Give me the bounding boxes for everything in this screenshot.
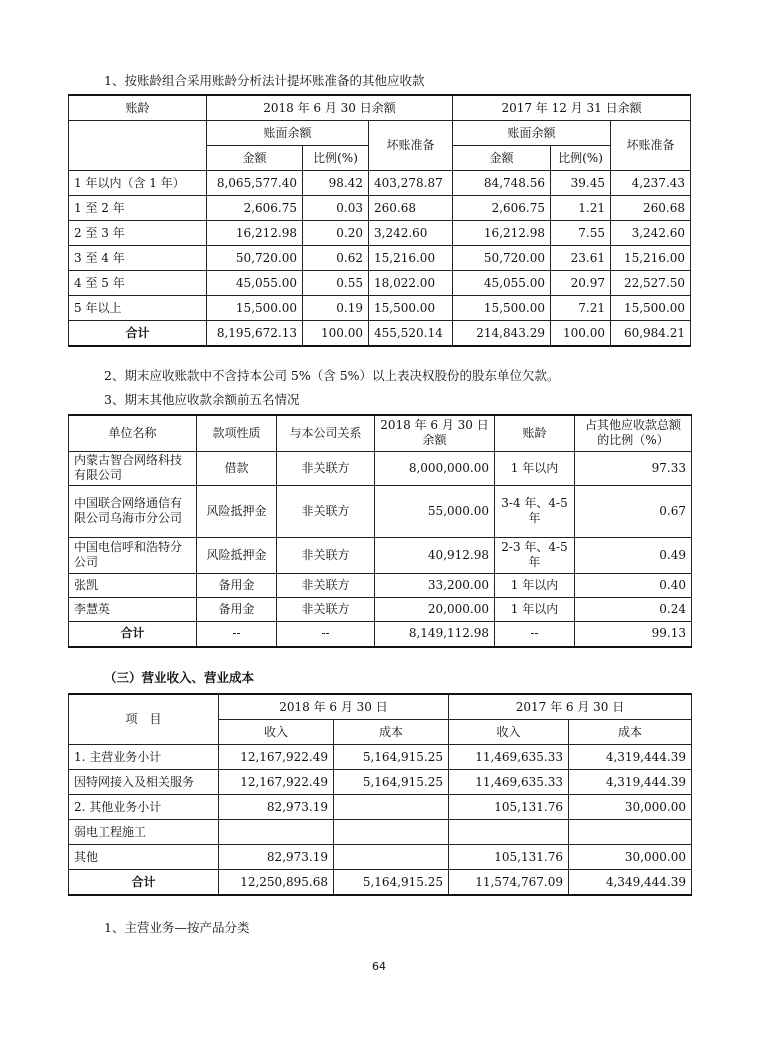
cell-ratio: 0.55 — [303, 271, 369, 296]
header-amount: 金额 — [207, 146, 303, 171]
table-row — [69, 597, 692, 621]
cell-income — [449, 820, 569, 845]
row-label: 1 年以内（含 1 年） — [69, 171, 207, 196]
cell-ratio: 100.00 — [551, 321, 611, 347]
cell-bad-debt: 4,237.43 — [611, 171, 691, 196]
cell-balance: 20,000.00 — [375, 597, 495, 621]
cell-bad-debt: 15,500.00 — [611, 296, 691, 321]
table-row — [69, 196, 691, 221]
section-title-revenue: （三）营业收入、营业成本 — [104, 670, 255, 685]
cell-ratio: 0.49 — [575, 537, 692, 573]
cell-ratio: 23.61 — [551, 246, 611, 271]
cell-cost: 5,164,915.25 — [334, 770, 449, 795]
cell-bad-debt: 260.68 — [369, 196, 453, 221]
cell-balance: 33,200.00 — [375, 573, 495, 597]
cell-ratio: 0.62 — [303, 246, 369, 271]
cell-cost: 5,164,915.25 — [334, 745, 449, 770]
header-book-balance: 账面余额 — [207, 121, 369, 146]
cell-ratio: 99.13 — [575, 621, 692, 647]
header-period-2018: 2018 年 6 月 30 日 — [219, 694, 449, 720]
cell-ratio: 100.00 — [303, 321, 369, 347]
header-bad-debt: 坏账准备 — [369, 121, 453, 171]
cell-amount: 45,055.00 — [453, 271, 551, 296]
table-row — [69, 221, 691, 246]
cell-income: 105,131.76 — [449, 845, 569, 870]
cell-amount: 2,606.75 — [453, 196, 551, 221]
table-row — [69, 745, 692, 770]
cell-relation: 非关联方 — [277, 485, 375, 537]
cell-income: 105,131.76 — [449, 795, 569, 820]
revenue-cost-table — [68, 693, 692, 896]
cell-income — [219, 820, 334, 845]
header-aging: 账龄 — [495, 415, 575, 451]
page-number: 64 — [372, 960, 386, 973]
cell-cost: 30,000.00 — [569, 795, 692, 820]
header-nature: 款项性质 — [197, 415, 277, 451]
cell-bad-debt: 15,500.00 — [369, 296, 453, 321]
total-label: 合计 — [69, 621, 197, 647]
cell-bad-debt: 18,022.00 — [369, 271, 453, 296]
header-income: 收入 — [449, 720, 569, 745]
cell-relation: 非关联方 — [277, 451, 375, 485]
table-row — [69, 271, 691, 296]
table-row — [69, 296, 691, 321]
cell-relation: -- — [277, 621, 375, 647]
row-label: 5 年以上 — [69, 296, 207, 321]
cell-unit-name: 内蒙古智合网络科技有限公司 — [69, 451, 197, 485]
cell-cost — [334, 795, 449, 820]
row-label: 因特网接入及相关服务 — [69, 770, 219, 795]
header-unit-name: 单位名称 — [69, 415, 197, 451]
header-book-balance: 账面余额 — [453, 121, 611, 146]
cell-ratio: 0.20 — [303, 221, 369, 246]
cell-ratio: 0.19 — [303, 296, 369, 321]
cell-bad-debt: 260.68 — [611, 196, 691, 221]
cell-relation: 非关联方 — [277, 537, 375, 573]
cell-nature: 借款 — [197, 451, 277, 485]
header-ratio: 比例(%) — [551, 146, 611, 171]
cell-nature: 风险抵押金 — [197, 485, 277, 537]
cell-income: 12,250,895.68 — [219, 870, 334, 896]
cell-income: 12,167,922.49 — [219, 770, 334, 795]
header-item: 项 目 — [69, 694, 219, 745]
table-row — [69, 485, 692, 537]
row-label: 2. 其他业务小计 — [69, 795, 219, 820]
total-row — [69, 321, 691, 347]
cell-cost — [569, 820, 692, 845]
cell-amount: 15,500.00 — [207, 296, 303, 321]
cell-aging: -- — [495, 621, 575, 647]
header-aging: 账龄 — [69, 95, 207, 121]
table-row — [69, 246, 691, 271]
table-row — [69, 537, 692, 573]
row-label: 3 至 4 年 — [69, 246, 207, 271]
cell-cost: 5,164,915.25 — [334, 870, 449, 896]
cell-bad-debt: 3,242.60 — [369, 221, 453, 246]
cell-amount: 8,065,577.40 — [207, 171, 303, 196]
cell-nature: 备用金 — [197, 573, 277, 597]
total-label: 合计 — [69, 321, 207, 347]
header-amount: 金额 — [453, 146, 551, 171]
table-row — [69, 770, 692, 795]
cell-aging: 1 年以内 — [495, 597, 575, 621]
note-shareholder: 2、期末应收账款中不含持本公司 5%（含 5%）以上表决权股份的股东单位欠款。 — [104, 368, 560, 383]
header-empty — [69, 121, 207, 171]
cell-nature: 备用金 — [197, 597, 277, 621]
cell-ratio: 97.33 — [575, 451, 692, 485]
cell-bad-debt: 3,242.60 — [611, 221, 691, 246]
cell-ratio: 20.97 — [551, 271, 611, 296]
total-label: 合计 — [69, 870, 219, 896]
cell-income: 11,574,767.09 — [449, 870, 569, 896]
row-label: 弱电工程施工 — [69, 820, 219, 845]
cell-balance: 55,000.00 — [375, 485, 495, 537]
header-period-2017: 2017 年 6 月 30 日 — [449, 694, 692, 720]
cell-bad-debt: 15,216.00 — [611, 246, 691, 271]
header-income: 收入 — [219, 720, 334, 745]
cell-ratio: 0.24 — [575, 597, 692, 621]
cell-aging: 3-4 年、4-5 年 — [495, 485, 575, 537]
header-ratio: 占其他应收款总额的比例（%） — [575, 415, 692, 451]
cell-amount: 50,720.00 — [207, 246, 303, 271]
section-heading-top5: 3、期末其他应收款余额前五名情况 — [104, 392, 300, 407]
aging-analysis-table — [68, 94, 691, 347]
cell-cost: 4,349,444.39 — [569, 870, 692, 896]
cell-aging: 1 年以内 — [495, 573, 575, 597]
header-balance: 2018 年 6 月 30 日余额 — [375, 415, 495, 451]
cell-unit-name: 中国电信呼和浩特分公司 — [69, 537, 197, 573]
cell-bad-debt: 60,984.21 — [611, 321, 691, 347]
cell-ratio: 7.21 — [551, 296, 611, 321]
row-label: 1 至 2 年 — [69, 196, 207, 221]
header-ratio: 比例(%) — [303, 146, 369, 171]
cell-balance: 8,149,112.98 — [375, 621, 495, 647]
cell-cost — [334, 845, 449, 870]
section-heading-aging: 1、按账龄组合采用账龄分析法计提坏账准备的其他应收款 — [104, 73, 425, 88]
cell-income: 11,469,635.33 — [449, 770, 569, 795]
header-relation: 与本公司关系 — [277, 415, 375, 451]
header-cost: 成本 — [334, 720, 449, 745]
section-heading-main-business: 1、主营业务—按产品分类 — [104, 920, 250, 935]
cell-income: 11,469,635.33 — [449, 745, 569, 770]
header-period-2018: 2018 年 6 月 30 日余额 — [207, 95, 453, 121]
cell-ratio: 0.40 — [575, 573, 692, 597]
cell-aging: 1 年以内 — [495, 451, 575, 485]
cell-unit-name: 张凯 — [69, 573, 197, 597]
cell-bad-debt: 22,527.50 — [611, 271, 691, 296]
cell-ratio: 39.45 — [551, 171, 611, 196]
header-cost: 成本 — [569, 720, 692, 745]
cell-unit-name: 李慧英 — [69, 597, 197, 621]
cell-income: 82,973.19 — [219, 795, 334, 820]
cell-ratio: 7.55 — [551, 221, 611, 246]
cell-unit-name: 中国联合网络通信有限公司乌海市分公司 — [69, 485, 197, 537]
cell-cost: 30,000.00 — [569, 845, 692, 870]
cell-amount: 84,748.56 — [453, 171, 551, 196]
table-row — [69, 845, 692, 870]
table-row — [69, 171, 691, 196]
cell-amount: 15,500.00 — [453, 296, 551, 321]
row-label: 2 至 3 年 — [69, 221, 207, 246]
cell-balance: 8,000,000.00 — [375, 451, 495, 485]
row-label: 4 至 5 年 — [69, 271, 207, 296]
total-row — [69, 621, 692, 647]
cell-amount: 2,606.75 — [207, 196, 303, 221]
cell-income: 82,973.19 — [219, 845, 334, 870]
table-row — [69, 820, 692, 845]
cell-ratio: 1.21 — [551, 196, 611, 221]
cell-cost — [334, 820, 449, 845]
cell-nature: 风险抵押金 — [197, 537, 277, 573]
cell-amount: 16,212.98 — [207, 221, 303, 246]
row-label: 1. 主营业务小计 — [69, 745, 219, 770]
cell-income: 12,167,922.49 — [219, 745, 334, 770]
header-bad-debt: 坏账准备 — [611, 121, 691, 171]
table-row — [69, 573, 692, 597]
cell-aging: 2-3 年、4-5 年 — [495, 537, 575, 573]
top5-receivables-table — [68, 414, 692, 648]
header-period-2017: 2017 年 12 月 31 日余额 — [453, 95, 691, 121]
total-row — [69, 870, 692, 896]
cell-balance: 40,912.98 — [375, 537, 495, 573]
table-row — [69, 795, 692, 820]
cell-amount: 214,843.29 — [453, 321, 551, 347]
cell-ratio: 98.42 — [303, 171, 369, 196]
cell-ratio: 0.67 — [575, 485, 692, 537]
row-label: 其他 — [69, 845, 219, 870]
cell-nature: -- — [197, 621, 277, 647]
cell-ratio: 0.03 — [303, 196, 369, 221]
cell-amount: 50,720.00 — [453, 246, 551, 271]
table-row — [69, 451, 692, 485]
cell-relation: 非关联方 — [277, 573, 375, 597]
cell-relation: 非关联方 — [277, 597, 375, 621]
cell-bad-debt: 403,278.87 — [369, 171, 453, 196]
cell-bad-debt: 455,520.14 — [369, 321, 453, 347]
cell-cost: 4,319,444.39 — [569, 745, 692, 770]
cell-amount: 8,195,672.13 — [207, 321, 303, 347]
cell-bad-debt: 15,216.00 — [369, 246, 453, 271]
cell-amount: 45,055.00 — [207, 271, 303, 296]
cell-amount: 16,212.98 — [453, 221, 551, 246]
cell-cost: 4,319,444.39 — [569, 770, 692, 795]
